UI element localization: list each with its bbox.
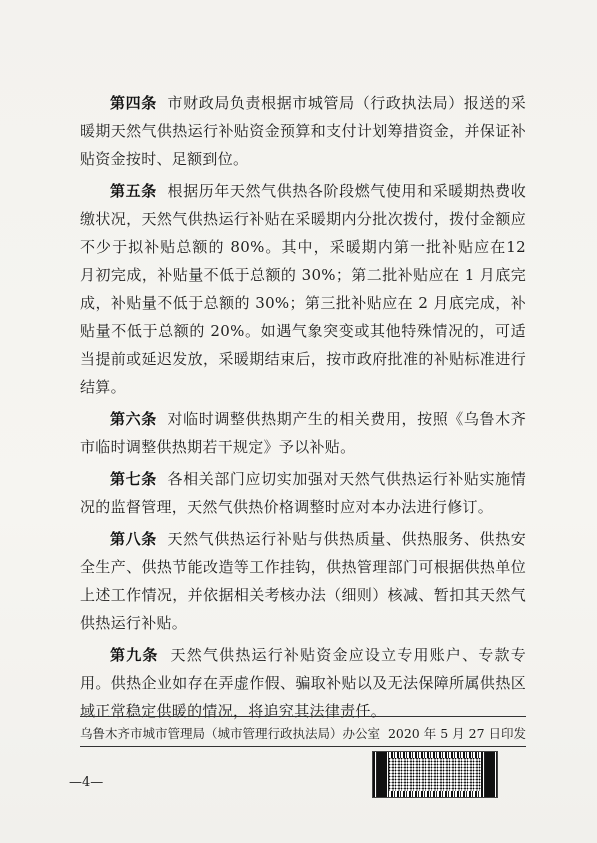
- article-label: 第八条: [110, 530, 157, 548]
- footer-issuer: 乌鲁木齐市城市管理局（城市管理行政执法局）办公室: [80, 726, 381, 741]
- article-text: 根据历年天然气供热各阶段燃气使用和采暖期热费收缴状况，天然气供热运行补贴在采暖期内分批次拨付，拨付金额应不少于拟补贴总额的 80%。其中，采暖期内第一批补贴应在12 月初完成，补贴量不低于总额的 30%；第二批补贴应在 1 月底完成，补贴量不低于总额的 30%；第三批补贴应在 2 月底完成，补贴量不低于总额的 20%。如遇气象突变或其他特殊情况的，可适当提前或延迟发放，采暖期结束后，按市政府批准的补贴标准进行结算。: [80, 182, 526, 396]
- article-9: [80, 641, 526, 725]
- article-text: 天然气供热运行补贴与供热质量、供热服务、供热安全生产、供热节能改造等工作挂钩，供热管理部门可根据供热单位上述工作情况，并依据相关考核办法（细则）核减、暂扣其天然气供热运行补贴。: [80, 530, 526, 632]
- article-text: 天然气供热运行补贴资金应设立专用账户、专款专用。供热企业如存在弄虚作假、骗取补贴以及无法保障所属供热区域正常稳定供暖的情况，将追究其法律责任。: [80, 646, 527, 720]
- article-text: 市财政局负责根据市城管局（行政执法局）报送的采暖期天然气供热运行补贴资金预算和支付计划筹措资金，并保证补贴资金按时、足额到位。: [80, 94, 526, 168]
- article-text: 各相关部门应切实加强对天然气供热运行补贴实施情况的监督管理，天然气供热价格调整时应对本办法进行修订。: [80, 470, 526, 516]
- article-label: 第四条: [110, 94, 157, 112]
- article-8: [80, 525, 526, 637]
- article-label: 第九条: [110, 646, 159, 664]
- document-body: [80, 89, 526, 729]
- footer-top-rule: [80, 716, 526, 717]
- footer-date: 2020 年 5 月 27 日印发: [387, 726, 526, 741]
- footer-imprint: [80, 724, 526, 742]
- article-text: 对临时调整供热期产生的相关费用，按照《乌鲁木齐市临时调整供热期若干规定》予以补贴。: [80, 410, 526, 456]
- page-number: —4—: [69, 775, 104, 790]
- article-7: [80, 465, 526, 521]
- article-label: 第七条: [110, 470, 157, 488]
- article-5: [80, 177, 526, 401]
- article-label: 第五条: [110, 182, 157, 200]
- barcode-image: [372, 751, 498, 798]
- article-label: 第六条: [110, 410, 157, 428]
- footer-bottom-rule: [80, 746, 526, 747]
- article-6: [80, 405, 526, 461]
- article-4: [80, 89, 526, 173]
